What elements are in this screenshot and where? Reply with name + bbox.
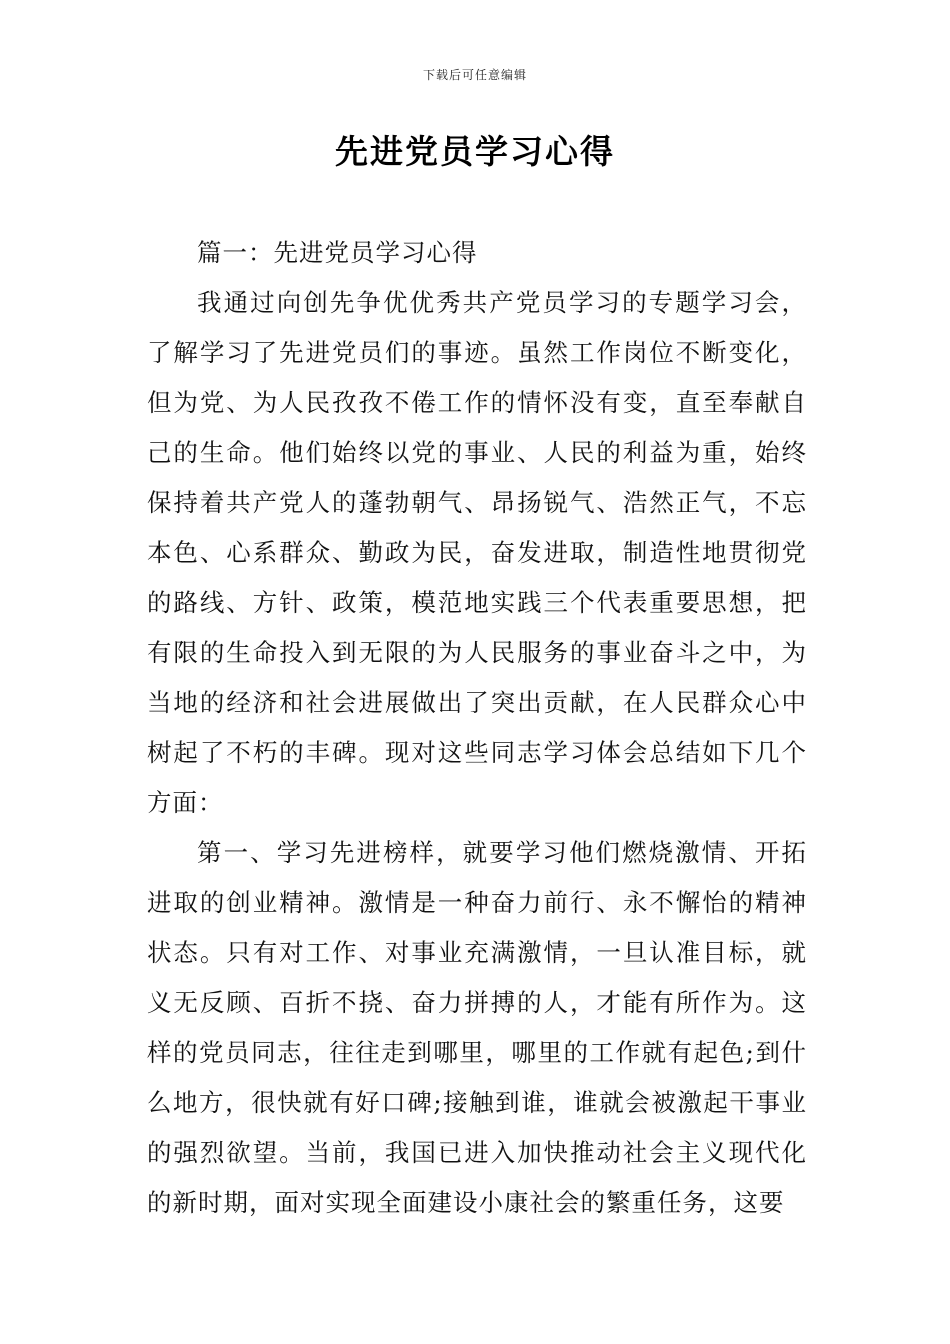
paragraph-intro: 我通过向创先争优优秀共产党员学习的专题学习会，了解学习了先进党员们的事迹。虽然工作岗位不断变化，但为党、为人民孜孜不倦工作的情怀没有变，直至奉献自己的生命。他们始终以党的事业、人民的利益为重，始终保持着共产党人的蓬勃朝气、昂扬锐气、浩然正气，不忘本色、心系群众、勤政为民，奋发进取，制造性地贯彻党的路线、方针、政策，模范地实践三个代表重要思想，把有限的生命投入到无限的为人民服务的事业奋斗之中，为当地的经济和社会进展做出了突出贡献，在人民群众心中树起了不朽的丰碑。现对这些同志学习体会总结如下几个方面： bbox=[147, 288, 807, 817]
paragraph-first-point: 第一、学习先进榜样，就要学习他们燃烧激情、开拓进取的创业精神。激情是一种奋力前行、永不懈怡的精神状态。只有对工作、对事业充满激情，一旦认准目标，就义无反顾、百折不挠、奋力拼搏的人，才能有所作为。这样的党员同志，往往走到哪里，哪里的工作就有起色;到什么地方，很快就有好口碑;接触到谁，谁就会被激起干事业的强烈欲望。当前，我国已进入加快推动社会主义现代化的新时期，面对实现全面建设小康社会的繁重任务，这要 bbox=[147, 838, 807, 1217]
document-title: 先进党员学习心得 bbox=[335, 132, 615, 171]
header-note: 下载后可任意编辑 bbox=[422, 68, 527, 82]
section-heading: 篇一：先进党员学习心得 bbox=[197, 238, 478, 267]
document-body bbox=[147, 228, 807, 1228]
